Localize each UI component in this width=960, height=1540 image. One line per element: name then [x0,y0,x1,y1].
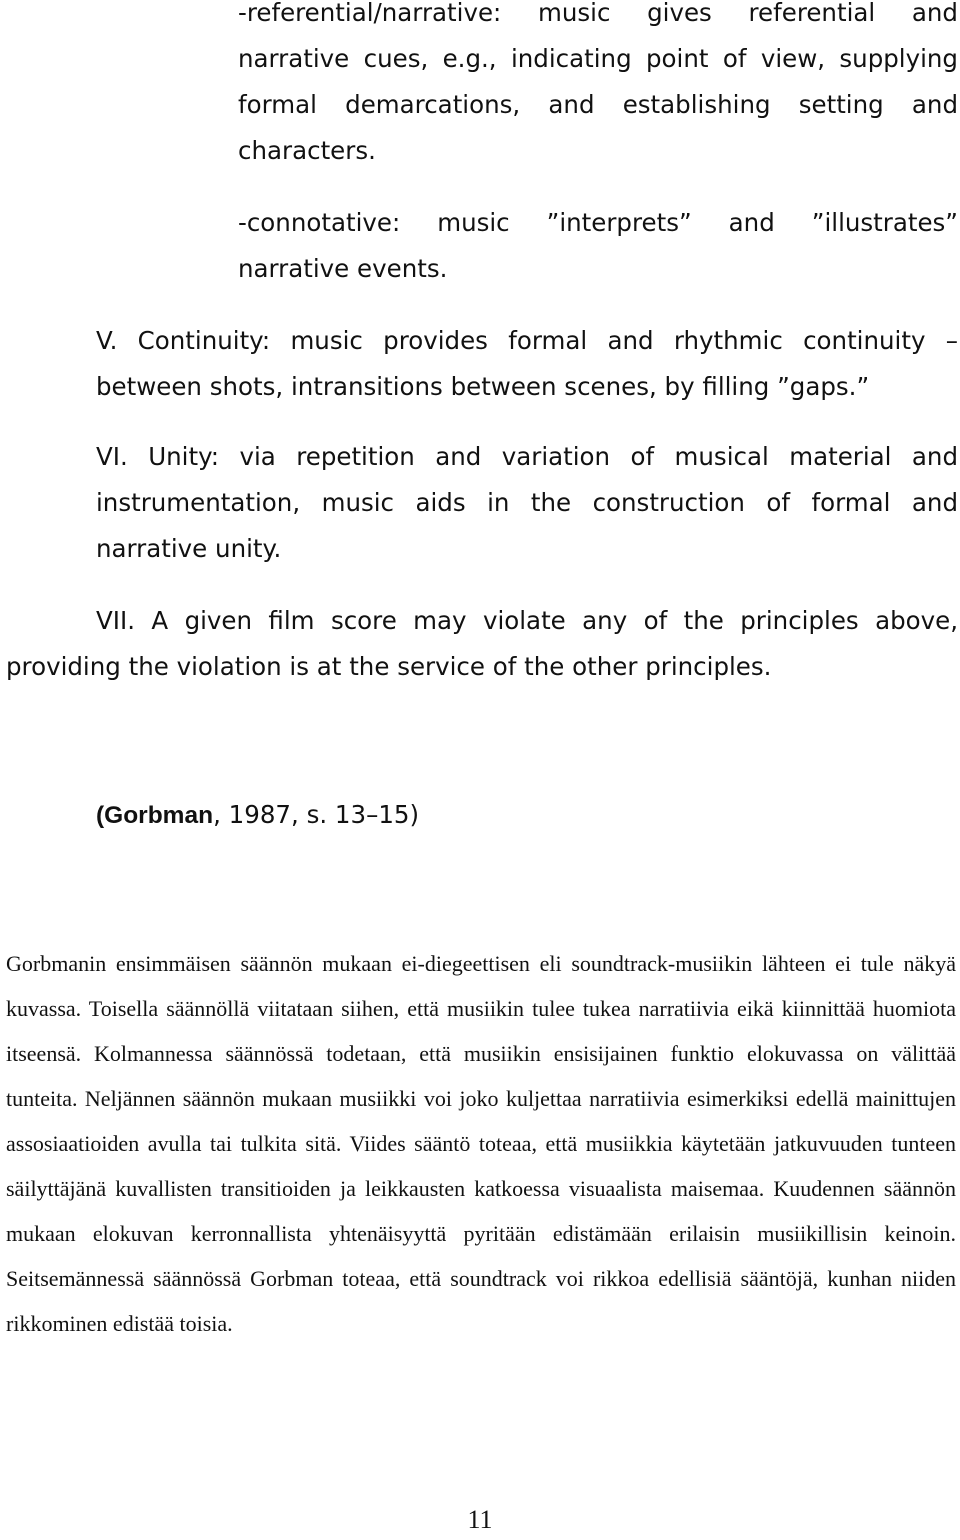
page-number: 11 [467,1505,493,1534]
referential-narrative-item: -referential/narrative: music gives referential and narrative cues, e.g., indicating point of view, supplying formal demarcations, and establishing setting and characters. [238,0,958,165]
citation-author: (Gorbman [96,802,214,829]
finnish-summary-paragraph: Gorbmanin ensimmäisen säännön mukaan ei-diegeettisen eli soundtrack-musiikin lähteen ei tule näkyä kuvassa. Toisella säännöllä viitataan siihen, että musiikin tulee tukea narratiivia eikä kiinnittää huomiota itseensä. Kolmannessa säännössä todetaan, että musiikin ensisijainen funktio elokuvassa on välittää tunteita. Neljännen säännön mukaan musiikki voi joko kuljettaa narratiivia esimerkiksi edellä mainittujen assosiaatioiden avulla tai tulkita sitä. Viides sääntö toteaa, että musiikkia käytetään jatkuvuuden tunteen säilyttäjänä kuvallisten transitioiden ja leikkausten katkoessa visuaalista maisemaa. Kuudennen säännön mukaan elokuvan kerronnallista yhtenäisyyttä pyritään edistämään erilaisin musiikillisin keinoin. Seitsemännessä säännössä Gorbman toteaa, että soundtrack voi rikkoa edellisiä sääntöjä, kunhan niiden rikkominen edistää toisia. [6,951,956,1336]
source-citation [96,792,696,839]
connotative-item: -connotative: music ”interprets” and ”illustrates” narrative events. [238,208,958,283]
continuity-principle: V. Continuity: music provides formal and rhythmic continuity – between shots, intransitions between scenes, by filling ”gaps.” [96,326,958,401]
unity-principle: VI. Unity: via repetition and variation of musical material and instrumentation, music aids in the construction of formal and narrative unity. [96,442,958,563]
citation-details: , 1987, s. 13–15) [213,800,420,829]
violation-principle: VII. A given film score may violate any of the principles above, providing the violation is at the service of the other principles. [6,606,958,681]
